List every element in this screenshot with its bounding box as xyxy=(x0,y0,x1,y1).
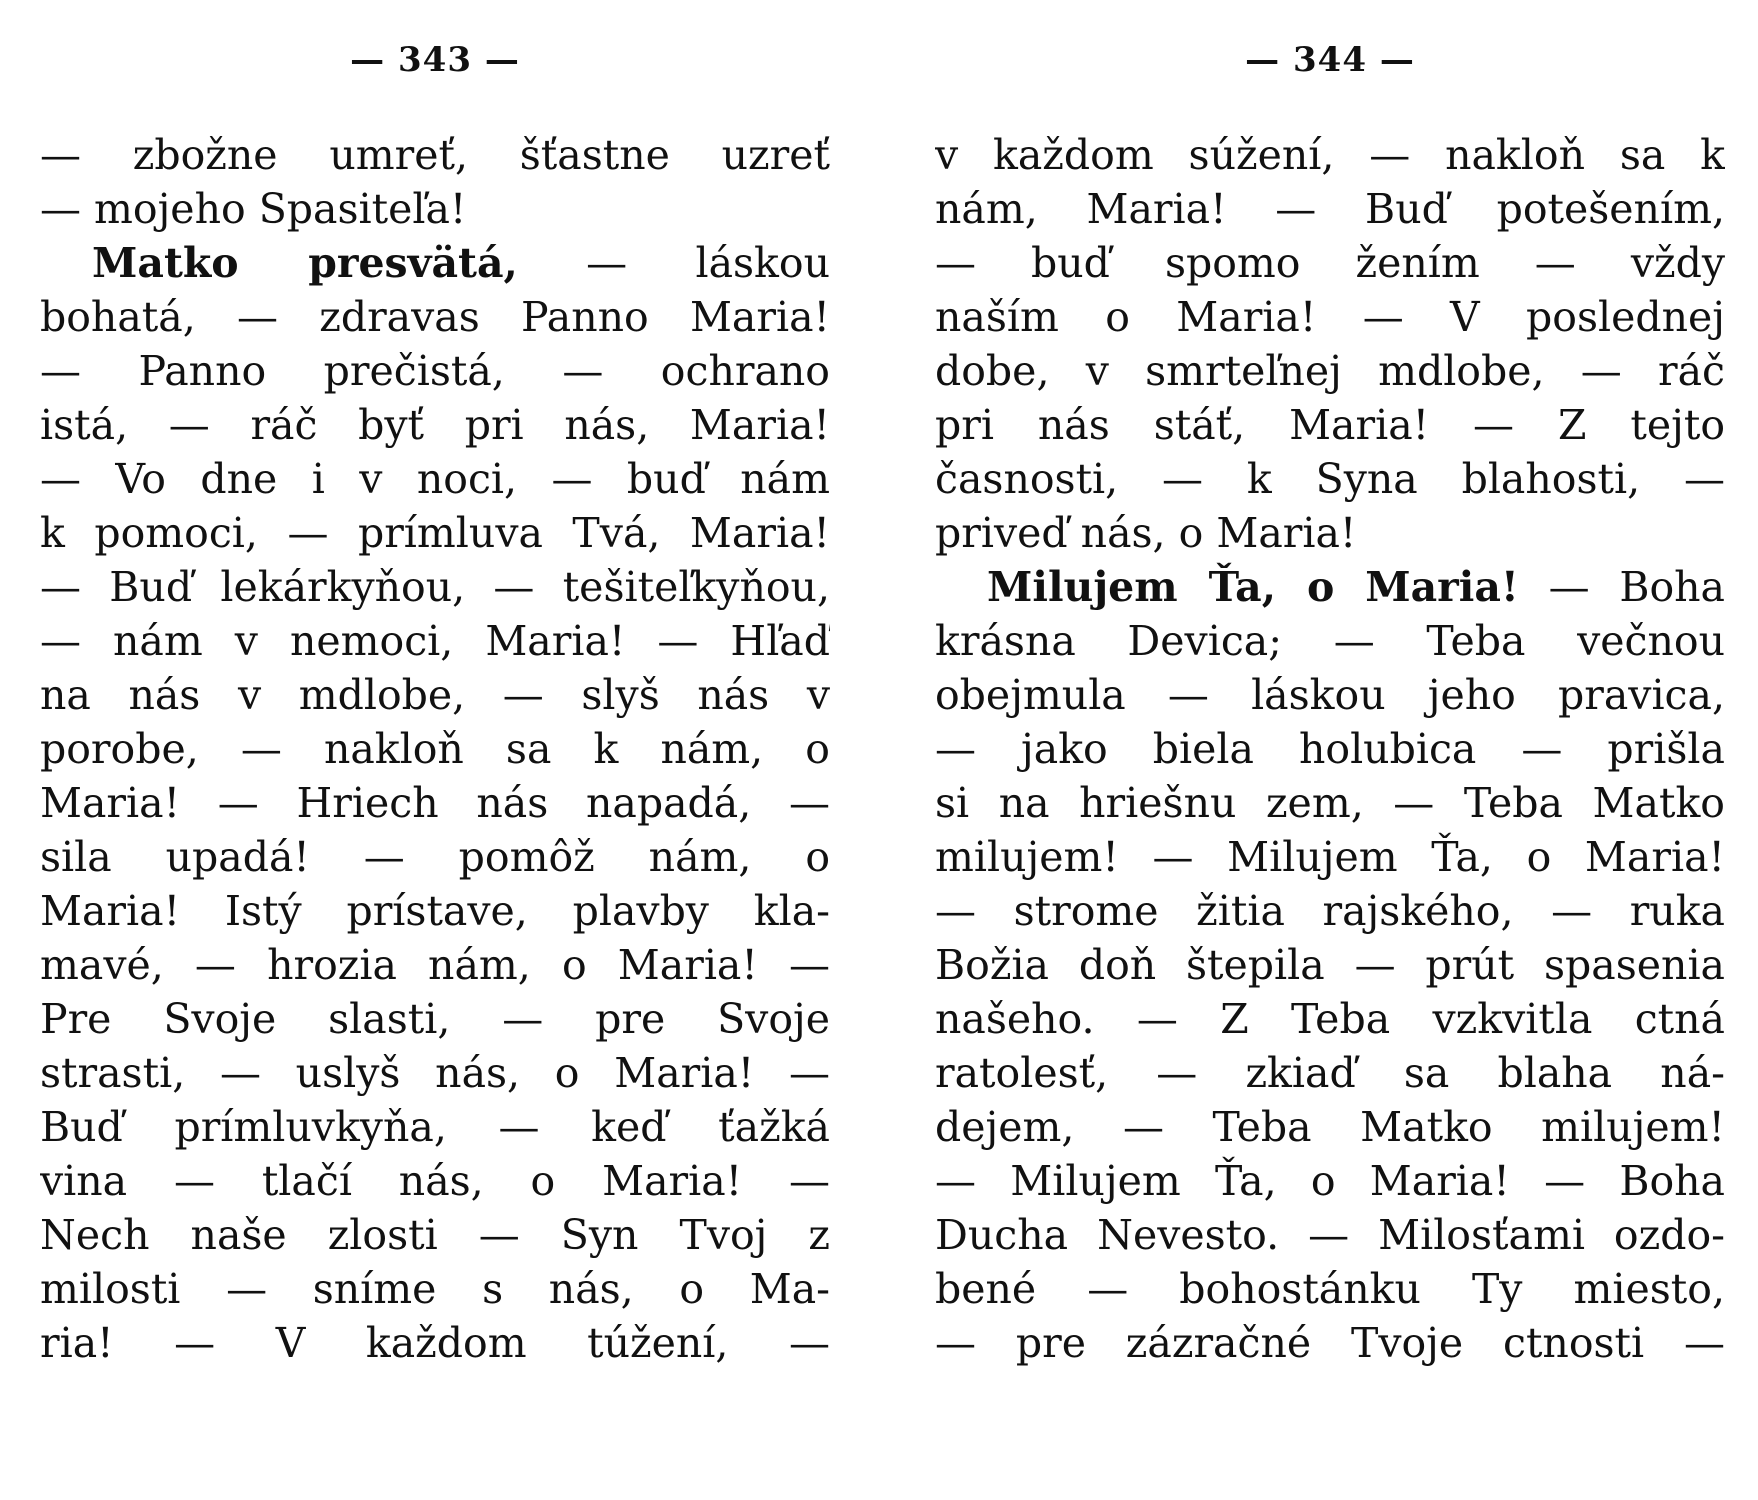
text-line xyxy=(40,992,830,1046)
line-text: — nám v nemoci, Maria! — Hľaď xyxy=(40,617,830,665)
line-text: našeho. — Z Teba vzkvitla ctná xyxy=(935,995,1725,1043)
text-line xyxy=(40,830,830,884)
line-text: Maria! Istý prístave, plavby kla- xyxy=(40,887,830,935)
text-line xyxy=(935,128,1725,182)
text-line xyxy=(40,1154,830,1208)
line-text: bohatá, — zdravas Panno Maria! xyxy=(40,293,830,341)
left-page xyxy=(40,0,830,1500)
line-text: si na hriešnu zem, — Teba Matko xyxy=(935,779,1725,827)
right-page-text xyxy=(935,128,1725,1370)
text-line xyxy=(40,506,830,560)
text-line xyxy=(935,992,1725,1046)
line-text: naším o Maria! — V poslednej xyxy=(935,293,1725,341)
line-text: dobe, v smrteľnej mdlobe, — ráč xyxy=(935,347,1725,395)
text-line xyxy=(40,1208,830,1262)
line-text: priveď nás, o Maria! xyxy=(935,509,1357,557)
right-page xyxy=(935,0,1725,1500)
line-text: pri nás stáť, Maria! — Z tejto xyxy=(935,401,1725,449)
text-line xyxy=(935,776,1725,830)
line-text: — jako biela holubica — prišla xyxy=(935,725,1725,773)
section-heading: Matko presvätá, xyxy=(92,239,518,287)
text-line xyxy=(40,1046,830,1100)
text-line xyxy=(935,560,1725,614)
line-text: — Boha xyxy=(1518,563,1725,611)
text-line xyxy=(935,452,1725,506)
line-text: strasti, — uslyš nás, o Maria! — xyxy=(40,1049,830,1097)
text-line xyxy=(40,1316,830,1370)
text-line xyxy=(40,776,830,830)
text-line xyxy=(40,884,830,938)
text-line xyxy=(935,668,1725,722)
text-line xyxy=(935,1316,1725,1370)
text-line xyxy=(935,1208,1725,1262)
text-line xyxy=(935,290,1725,344)
line-text: Maria! — Hriech nás napadá, — xyxy=(40,779,830,827)
text-line xyxy=(40,290,830,344)
text-line xyxy=(935,344,1725,398)
line-text: — láskou xyxy=(517,239,830,287)
line-text: k pomoci, — prímluva Tvá, Maria! xyxy=(40,509,830,557)
text-line xyxy=(935,884,1725,938)
line-text: Ducha Nevesto. — Milosťami ozdo- xyxy=(935,1211,1725,1259)
line-text: — strome žitia rajského, — ruka xyxy=(935,887,1725,935)
text-line xyxy=(40,1100,830,1154)
line-text: krásna Devica; — Teba večnou xyxy=(935,617,1725,665)
text-line xyxy=(935,614,1725,668)
text-line xyxy=(935,722,1725,776)
text-line xyxy=(40,182,830,236)
text-line xyxy=(40,128,830,182)
text-line xyxy=(40,452,830,506)
line-text: — pre zázračné Tvoje ctnosti — xyxy=(935,1319,1725,1367)
line-text: Božia doň štepila — prút spasenia xyxy=(935,941,1725,989)
text-line xyxy=(935,1262,1725,1316)
text-line xyxy=(40,722,830,776)
left-page-number: — 343 — xyxy=(350,40,520,80)
line-text: vina — tlačí nás, o Maria! — xyxy=(40,1157,830,1205)
line-text: ratolesť, — zkiaď sa blaha ná- xyxy=(935,1049,1725,1097)
line-text: časnosti, — k Syna blahosti, — xyxy=(935,455,1725,503)
line-text: na nás v mdlobe, — slyš nás v xyxy=(40,671,830,719)
line-text: — zbožne umreť, šťastne uzreť xyxy=(40,131,830,179)
line-text: obejmula — láskou jeho pravica, xyxy=(935,671,1725,719)
line-text: Nech naše zlosti — Syn Tvoj z xyxy=(40,1211,830,1259)
text-line xyxy=(935,236,1725,290)
left-page-text xyxy=(40,128,830,1370)
text-line xyxy=(935,398,1725,452)
text-line xyxy=(40,236,830,290)
line-text: bené — bohostánku Ty miesto, xyxy=(935,1265,1725,1313)
text-line xyxy=(935,1154,1725,1208)
line-text: — Buď lekárkyňou, — tešiteľkyňou, xyxy=(40,563,830,611)
line-text: — Milujem Ťa, o Maria! — Boha xyxy=(935,1157,1725,1205)
line-text: milosti — sníme s nás, o Ma- xyxy=(40,1265,830,1313)
line-text: porobe, — nakloň sa k nám, o xyxy=(40,725,830,773)
line-text: — Vo dne i v noci, — buď nám xyxy=(40,455,830,503)
text-line xyxy=(40,614,830,668)
text-line xyxy=(935,830,1725,884)
line-text: nám, Maria! — Buď potešením, xyxy=(935,185,1725,233)
line-text: sila upadá! — pomôž nám, o xyxy=(40,833,830,881)
text-line xyxy=(40,938,830,992)
text-line xyxy=(40,560,830,614)
line-text: — Panno prečistá, — ochrano xyxy=(40,347,830,395)
text-line xyxy=(935,938,1725,992)
text-line xyxy=(40,398,830,452)
line-text: mavé, — hrozia nám, o Maria! — xyxy=(40,941,830,989)
right-page-number: — 344 — xyxy=(1245,40,1415,80)
line-text: — mojeho Spasiteľa! xyxy=(40,185,467,233)
text-line xyxy=(40,668,830,722)
line-text: — buď spomo žením — vždy xyxy=(935,239,1725,287)
line-text: v každom súžení, — nakloň sa k xyxy=(935,131,1725,179)
text-line xyxy=(935,182,1725,236)
line-text: dejem, — Teba Matko milujem! xyxy=(935,1103,1725,1151)
line-text: Buď prímluvkyňa, — keď ťažká xyxy=(40,1103,830,1151)
line-text: istá, — ráč byť pri nás, Maria! xyxy=(40,401,830,449)
line-text: Pre Svoje slasti, — pre Svoje xyxy=(40,995,830,1043)
text-line xyxy=(40,1262,830,1316)
text-line xyxy=(935,1100,1725,1154)
text-line xyxy=(935,506,1725,560)
line-text: milujem! — Milujem Ťa, o Maria! xyxy=(935,833,1725,881)
line-text: ria! — V každom túžení, — xyxy=(40,1319,830,1367)
text-line xyxy=(40,344,830,398)
text-line xyxy=(935,1046,1725,1100)
section-heading: Milujem Ťa, o Maria! xyxy=(987,563,1519,611)
